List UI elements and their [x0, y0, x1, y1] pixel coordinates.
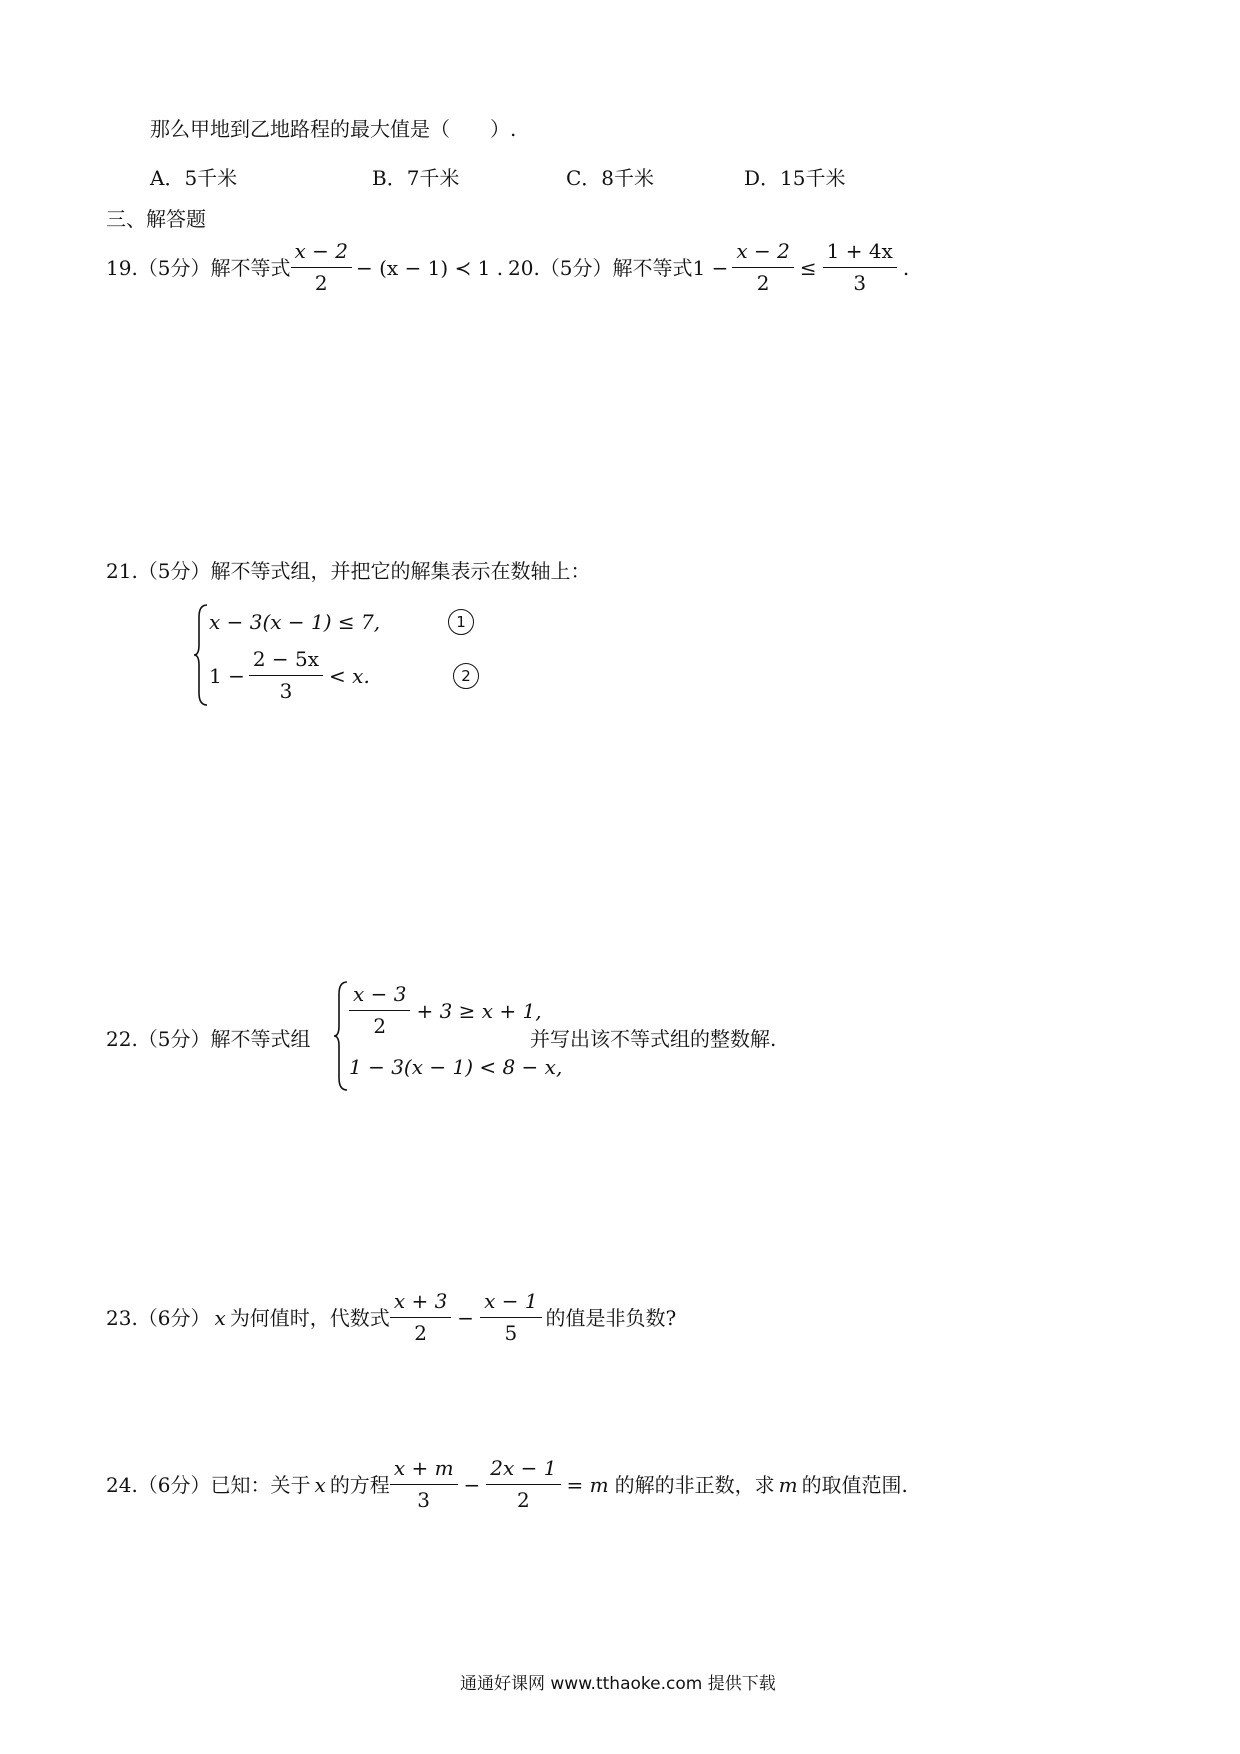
q21-mark1-text: 1: [448, 609, 474, 635]
q24-var2: m: [778, 1472, 798, 1497]
q19-label: 19.（5分）解不等式: [106, 255, 291, 280]
page-footer: 通通好课网 www.tthaoke.com 提供下载: [460, 1674, 776, 1694]
q24-label: 24.（6分）已知：关于: [106, 1472, 311, 1497]
q23-label: 23.（6分）: [106, 1305, 211, 1330]
q24-numerator-2: 2x − 1: [486, 1457, 560, 1485]
q21-line2: [209, 648, 370, 703]
q22-line1-numerator: x − 3: [349, 983, 410, 1011]
q21-brace: [193, 603, 209, 712]
q21-mark2: [453, 663, 479, 689]
q20-end: .: [902, 255, 910, 280]
q20-numerator-2: 1 + 4x: [823, 240, 897, 268]
q21-line2-denominator: 3: [279, 679, 293, 703]
q24-operator: −: [463, 1472, 481, 1497]
q20-label: 20.（5分）解不等式: [508, 255, 693, 280]
q22-line1-denominator: 2: [373, 1014, 387, 1038]
q21-mark1: [448, 609, 474, 635]
q22-line1-fraction: [349, 983, 410, 1038]
q24-equals: = m: [566, 1472, 609, 1497]
q23-tail: 的值是非负数?: [545, 1305, 677, 1330]
q20-numerator-1: x − 2: [732, 240, 793, 268]
left-brace-icon: [333, 980, 349, 1092]
q23-numerator-1: x + 3: [390, 1290, 451, 1318]
section-title: 三、解答题: [106, 207, 206, 231]
q23-denominator-1: 2: [414, 1321, 427, 1345]
q23: [106, 1290, 676, 1345]
q23-fraction-1: [390, 1290, 451, 1345]
q18-option-d: D．15千米: [744, 166, 846, 190]
q21-label: 21.（5分）解不等式组，并把它的解集表示在数轴上：: [106, 559, 591, 583]
q19-rest: − (x − 1) ≺ 1 .: [356, 255, 504, 280]
q24-numerator-1: x + m: [390, 1457, 458, 1485]
q23-text: 为何值时，代数式: [229, 1305, 390, 1330]
q23-denominator-2: 5: [504, 1321, 518, 1345]
q19: [106, 240, 503, 295]
q24-text: 的方程: [329, 1472, 390, 1497]
q20-fraction-1: [732, 240, 793, 295]
q18-option-c: C．8千米: [566, 166, 655, 190]
q24-fraction-1: [390, 1457, 458, 1512]
q24-var: x: [314, 1472, 326, 1497]
q20-denominator-2: 3: [853, 271, 867, 295]
q23-operator: −: [457, 1305, 475, 1330]
q23-numerator-2: x − 1: [480, 1290, 541, 1318]
q21-line2-lead: 1 −: [209, 663, 245, 688]
q23-fraction-2: [480, 1290, 541, 1345]
q21-line1: x − 3(x − 1) ≤ 7,: [209, 610, 381, 634]
q20-denominator-1: 2: [756, 271, 770, 295]
q20: [508, 240, 909, 295]
q22-line2: 1 − 3(x − 1) < 8 − x,: [349, 1055, 563, 1079]
q24: [106, 1457, 908, 1512]
q22-line1: [349, 983, 542, 1038]
q22-line1-rest: + 3 ≥ x + 1,: [416, 998, 542, 1023]
q24-denominator-1: 3: [417, 1488, 431, 1512]
q21-line2-numerator: 2 − 5x: [249, 648, 323, 676]
q24-tail: 的取值范围.: [801, 1472, 908, 1497]
q18-option-a: A．5千米: [150, 166, 238, 190]
q20-fraction-2: [823, 240, 897, 295]
q18-option-b: B．7千米: [372, 166, 460, 190]
q22-label: 22.（5分）解不等式组: [106, 1027, 311, 1051]
q24-denominator-2: 2: [517, 1488, 530, 1512]
q23-var: x: [214, 1305, 226, 1330]
q18-stem: 那么甲地到乙地路程的最大值是（ ）.: [150, 117, 517, 141]
q22-tail: 并写出该不等式组的整数解.: [530, 1027, 777, 1051]
q20-lead: 1 −: [692, 255, 729, 280]
q22-brace: [333, 980, 349, 1097]
left-brace-icon: [193, 603, 209, 707]
q21-line2-rest: < x.: [329, 663, 370, 688]
q24-fraction-2: [486, 1457, 560, 1512]
q21-mark2-text: 2: [453, 663, 479, 689]
q19-numerator: x − 2: [291, 240, 352, 268]
q20-relation: ≤: [799, 255, 817, 280]
q21-line2-fraction: [249, 648, 323, 703]
q19-fraction: [291, 240, 352, 295]
q19-denominator: 2: [314, 271, 328, 295]
q24-mid: 的解的非正数，求: [614, 1472, 775, 1497]
